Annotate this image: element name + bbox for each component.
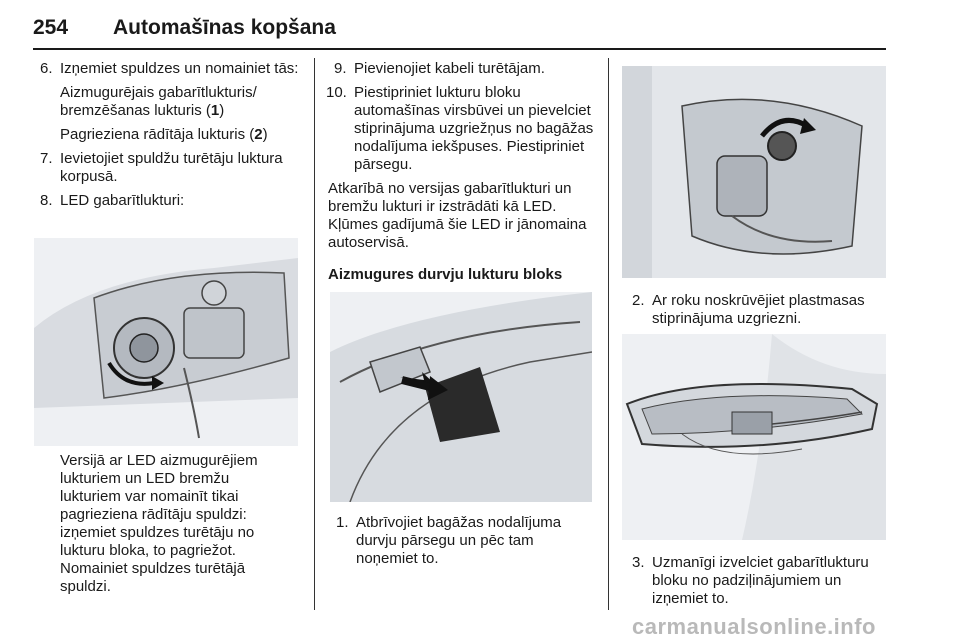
item-text-end: ) [219,102,225,119]
step-6-item-2 [34,126,304,144]
step-6 [34,60,304,78]
step-2 [626,292,888,328]
header-rule [33,48,886,50]
page-header [33,6,886,50]
step-number: 2. [632,292,645,309]
watermark: carmanualsonline.info [632,614,876,639]
step-text: LED gabarītlukturi: [60,192,185,209]
callout-number: 2 [254,126,263,143]
step-text: Atbrīvojiet bagāžas nodalījuma durvju pārsegu un pēc tam noņemiet to. [356,514,562,567]
item-text: Pagrieziena rādītāja lukturis ( [60,126,255,143]
step-number: 8. [40,192,53,209]
column-1 [34,60,304,216]
step-text: Izņemiet spuldzes un nomainiet tās: [60,60,299,77]
step-text: Pievienojiet kabeli turētājam. [354,60,545,77]
step-text: Ar roku noskrūvējiet plastmasas stiprinājuma uzgriezni. [652,292,865,327]
illustration-tailgate-cover [330,292,592,502]
step-9 [328,60,596,78]
step-number: 1. [336,514,349,531]
step-number: 3. [632,554,645,571]
step-10 [328,84,596,174]
item-text-end: ) [262,126,268,143]
callout-number: 1 [210,102,220,119]
step-7 [34,150,304,186]
step-1 [330,514,592,568]
step-number: 6. [40,60,53,77]
step-6-item-1 [34,84,304,120]
column-2 [328,60,596,290]
step-8 [34,192,304,210]
step-text: Piestipriniet lukturu bloku automašīnas virsbūvei un pievelciet stiprinājuma uzgriežņus no bagāžas nodalījuma iekšpuses. Piestipriniet pārsegu. [354,84,594,173]
column-divider-2 [608,58,609,610]
item-text: Aizmugurējais gabarītlukturis/ bremzēšanas lukturis ( [60,84,257,119]
column-divider-1 [314,58,315,610]
section-heading: Aizmugures durvju lukturu bloks [328,266,563,283]
step-text: Ievietojiet spuldžu turētāju luktura korpusā. [60,150,283,185]
page-title: Automašīnas kopšana [113,16,336,39]
illustration-remove-light-unit [622,334,886,540]
illustration-led-tail-light [34,238,298,446]
page-number: 254 [33,16,69,39]
step-number: 7. [40,150,53,167]
step-number: 9. [334,60,347,77]
step-number: 10. [326,84,347,101]
led-note: Atkarībā no versijas gabarītlukturi un bremžu lukturi ir izstrādāti kā LED. Kļūmes gadījumā šie LED ir jānomaina autoservisā. [328,180,587,251]
step-text: Uzmanīgi izvelciet gabarītlukturu bloku no padziļinājumiem un izņemiet to. [652,554,869,607]
led-caption: Versijā ar LED aizmugurējiem lukturiem un LED bremžu lukturiem var nomainīt tikai pagrieziena rādītāju spuldzi: izņemiet spuldzes turētāju no lukturu bloka, to pagriežot. Nomainiet spuldzes turētājā spuldzi. [60,452,258,595]
illustration-unscrew-nut [622,66,886,278]
step-3 [626,554,888,608]
